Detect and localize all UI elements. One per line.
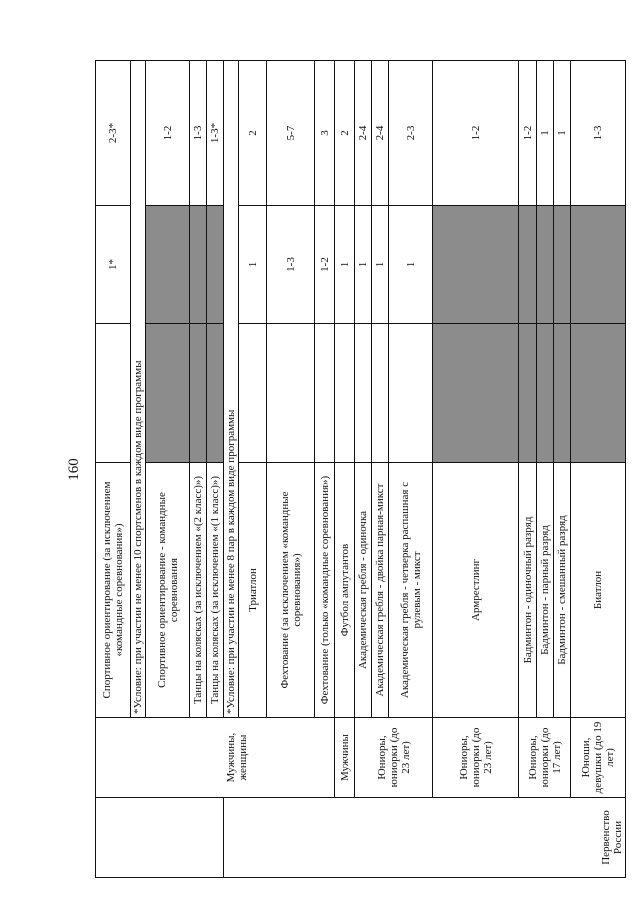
places-2-cell: 2-3* (96, 61, 131, 206)
group-cell: Юниоры, юниорки (до 17 лет) (519, 718, 571, 798)
places-2-cell: 2-4 (355, 61, 372, 206)
discipline-cell: Армрестлинг (433, 463, 519, 718)
discipline-cell: Академическая гребля - двойка парная-микст (372, 463, 389, 718)
places-2-cell: 2-3 (389, 61, 433, 206)
places-2-cell: 1-2 (146, 61, 190, 206)
shaded-cell (537, 324, 554, 463)
places-1-cell (433, 206, 519, 324)
discipline-cell: Бадминтон - смешанный разряд (554, 463, 571, 718)
table-row (224, 61, 239, 878)
places-1-cell (207, 206, 224, 324)
table-row (96, 61, 131, 878)
group-cell: Юниоры, юниорки (до 23 лет) (433, 718, 519, 798)
competition-cell (96, 798, 224, 878)
places-1-cell (519, 206, 537, 324)
empty-cell (239, 324, 267, 463)
discipline-cell: Академическая гребля - одиночка (355, 463, 372, 718)
places-2-cell: 3 (315, 61, 335, 206)
discipline-cell: Фехтование (только «командные соревнования») (315, 463, 335, 718)
places-1-cell (537, 206, 554, 324)
shaded-cell (190, 324, 207, 463)
discipline-cell: Спортивное ориентирование - командные соревнования (146, 463, 190, 718)
places-1-cell: 1* (96, 206, 131, 324)
table-row (519, 61, 537, 878)
places-1-cell (146, 206, 190, 324)
page-number: 160 (66, 458, 82, 481)
places-1-cell: 1 (335, 206, 355, 324)
discipline-cell: Триатлон (239, 463, 267, 718)
shaded-cell (146, 324, 190, 463)
places-2-cell: 1-3* (207, 61, 224, 206)
discipline-cell: Бадминтон - одиночный разряд (519, 463, 537, 718)
group-cell: Юниоры, юниорки (до 23 лет) (355, 718, 433, 798)
places-2-cell: 1-2 (433, 61, 519, 206)
places-2-cell: 2-4 (372, 61, 389, 206)
note-cell: *Условие: при участии не менее 8 пар в каждом виде программы (224, 61, 239, 718)
competition-label: Первенство России (600, 810, 624, 865)
table-row (433, 61, 519, 878)
group-cell (224, 718, 335, 798)
discipline-cell: Футбол ампутантов (335, 463, 355, 718)
group-cell: Мужчины (335, 718, 355, 798)
discipline-cell: Спортивное ориентирование (за исключением «командные соревнования») (96, 463, 131, 718)
discipline-cell: Фехтование (за исключением «командные соревнования») (267, 463, 315, 718)
places-2-cell: 2 (335, 61, 355, 206)
places-1-cell: 1 (239, 206, 267, 324)
discipline-cell: Биатлон (571, 463, 626, 718)
shaded-cell (571, 324, 626, 463)
places-1-cell: 1 (372, 206, 389, 324)
group-cell: Юноши, девушки (до 19 лет) (571, 718, 626, 798)
empty-cell (372, 324, 389, 463)
places-2-cell: 5-7 (267, 61, 315, 206)
places-2-cell: 1 (554, 61, 571, 206)
places-1-cell: 1-2 (315, 206, 335, 324)
empty-cell (315, 324, 335, 463)
places-1-cell (190, 206, 207, 324)
empty-cell (389, 324, 433, 463)
discipline-cell: Академическая гребля - четверка распашная с рулевым - микст (389, 463, 433, 718)
shaded-cell (519, 324, 537, 463)
table-row (571, 61, 626, 878)
empty-cell (335, 324, 355, 463)
note-cell: *Условие: при участии не менее 10 спортсменов в каждом виде программы (131, 61, 146, 718)
table-row (335, 61, 355, 878)
places-1-cell (571, 206, 626, 324)
places-2-cell: 1-2 (519, 61, 537, 206)
rotated-page (66, 61, 626, 878)
competition-cell (224, 798, 626, 878)
places-2-cell: 2 (239, 61, 267, 206)
empty-cell (96, 324, 131, 463)
group-label: Мужчины, женщины (224, 732, 249, 783)
shaded-cell (554, 324, 571, 463)
places-1-cell (554, 206, 571, 324)
sports-table (95, 60, 626, 878)
table-row (355, 61, 372, 878)
group-cell (96, 718, 224, 798)
discipline-cell: Танцы на колясках (за исключением «(1 класс)») (207, 463, 224, 718)
places-2-cell: 1 (537, 61, 554, 206)
places-1-cell: 1 (355, 206, 372, 324)
discipline-cell: Бадминтон - парный разряд (537, 463, 554, 718)
discipline-cell: Танцы на колясках (за исключением «(2 класс)») (190, 463, 207, 718)
shaded-cell (433, 324, 519, 463)
places-1-cell: 1-3 (267, 206, 315, 324)
empty-cell (355, 324, 372, 463)
places-2-cell: 1-3 (190, 61, 207, 206)
shaded-cell (207, 324, 224, 463)
places-2-cell: 1-3 (571, 61, 626, 206)
places-1-cell: 1 (389, 206, 433, 324)
empty-cell (267, 324, 315, 463)
